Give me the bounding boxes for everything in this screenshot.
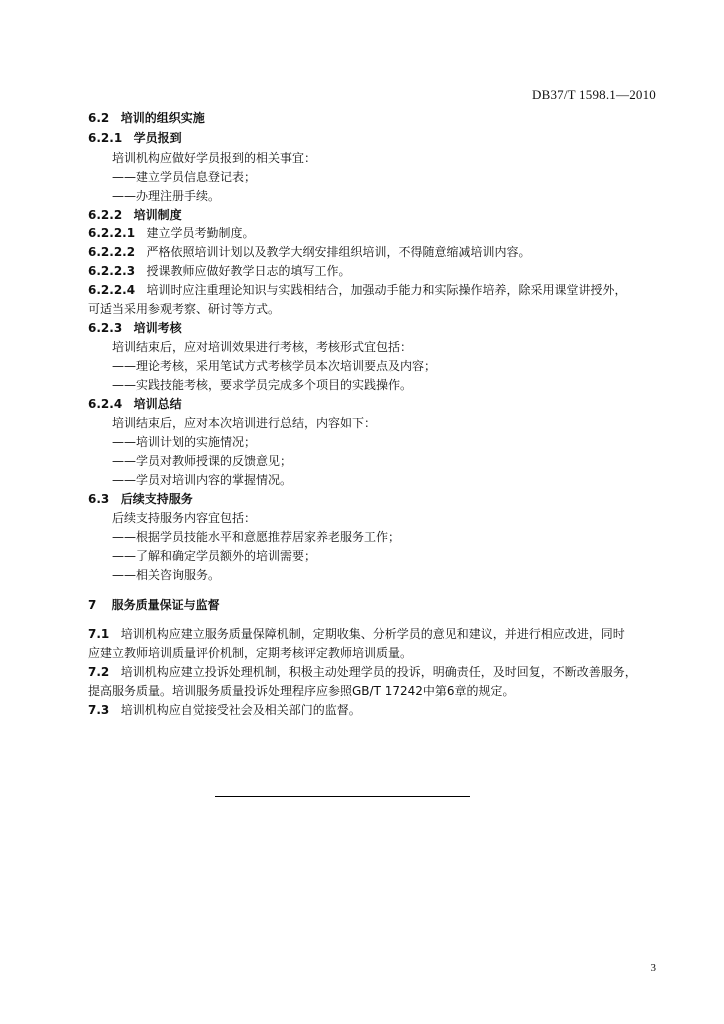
clause-7-1: [88, 627, 625, 641]
list-item: ——相关咨询服务。: [112, 568, 221, 582]
clause-title: 培训总结: [133, 397, 182, 411]
clause-6-2-2-3: [88, 264, 351, 278]
list-item: ——建立学员信息登记表；: [112, 170, 257, 184]
clause-title: 培训的组织实施: [120, 111, 205, 125]
clause-7-3: [88, 703, 361, 717]
clause-number: 6.2.3: [88, 321, 123, 335]
list-item: ——了解和确定学员额外的培训需要；: [112, 549, 317, 563]
list-item: ——理论考核，采用笔试方式考核学员本次培训要点及内容；: [112, 359, 437, 373]
clause-number: 7.3: [88, 703, 110, 717]
clause-number: 7.1: [88, 627, 110, 641]
end-of-document-rule: [215, 796, 470, 797]
clause-title: 培训考核: [133, 321, 182, 335]
clause-text: 授课教师应做好教学日志的填写工作。: [146, 264, 351, 278]
clause-title: 培训制度: [133, 208, 182, 222]
clause-number: 6.2: [88, 111, 110, 125]
list-item: ——根据学员技能水平和意愿推荐居家养老服务工作；: [112, 530, 401, 544]
clause-text: 培训时应注重理论知识与实践相结合，加强动手能力和实际操作培养，除采用课堂讲授外，: [146, 283, 627, 297]
list-item: ——学员对培训内容的掌握情况。: [112, 473, 293, 487]
paragraph: 培训机构应做好学员报到的相关事宜：: [112, 151, 317, 165]
clause-number: 6.2.1: [88, 131, 123, 145]
paragraph-continuation: 应建立教师培训质量评价机制，定期考核评定教师培训质量。: [88, 646, 413, 660]
paragraph-continuation: 提高服务质量。培训服务质量投诉处理程序应参照GB/T 17242中第6章的规定。: [88, 684, 515, 698]
heading-6-2: [88, 111, 205, 125]
page-number: 3: [650, 962, 656, 974]
clause-number: 6.2.2: [88, 208, 123, 222]
clause-number: 6.3: [88, 492, 110, 506]
heading-6-2-4: [88, 397, 182, 411]
list-item: ——实践技能考核，要求学员完成多个项目的实践操作。: [112, 378, 413, 392]
heading-6-2-2: [88, 208, 182, 222]
clause-title: 学员报到: [133, 131, 182, 145]
clause-number: 6.2.2.3: [88, 264, 136, 278]
clause-text: 培训机构应建立服务质量保障机制，定期收集、分析学员的意见和建议，并进行相应改进，同时: [120, 627, 625, 641]
clause-6-2-2-2: [88, 245, 531, 259]
list-item: ——学员对教师授课的反馈意见；: [112, 454, 293, 468]
clause-number: 6.2.4: [88, 397, 123, 411]
clause-text: 建立学员考勤制度。: [146, 226, 255, 240]
clause-number: 7: [88, 598, 97, 612]
clause-number: 6.2.2.1: [88, 226, 136, 240]
clause-title: 服务质量保证与监督: [111, 598, 220, 612]
clause-text: 培训机构应自觉接受社会及相关部门的监督。: [120, 703, 361, 717]
paragraph: 培训结束后，应对本次培训进行总结，内容如下：: [112, 416, 377, 430]
clause-text: 培训机构应建立投诉处理机制，积极主动处理学员的投诉，明确责任，及时回复，不断改善服务，: [120, 665, 637, 679]
clause-6-2-2-4: [88, 283, 627, 297]
clause-number: 7.2: [88, 665, 110, 679]
paragraph: 培训结束后，应对培训效果进行考核，考核形式宜包括：: [112, 340, 413, 354]
clause-text: 严格依照培训计划以及教学大纲安排组织培训，不得随意缩减培训内容。: [146, 245, 531, 259]
heading-7: [88, 598, 220, 612]
clause-number: 6.2.2.4: [88, 283, 136, 297]
clause-title: 后续支持服务: [120, 492, 193, 506]
paragraph: 后续支持服务内容宜包括：: [112, 511, 257, 525]
clause-7-2: [88, 665, 637, 679]
heading-6-3: [88, 492, 193, 506]
paragraph-continuation: 可适当采用参观考察、研讨等方式。: [88, 302, 281, 316]
heading-6-2-1: [88, 131, 182, 145]
document-code: DB37/T 1598.1—2010: [532, 87, 656, 102]
heading-6-2-3: [88, 321, 182, 335]
clause-number: 6.2.2.2: [88, 245, 136, 259]
list-item: ——培训计划的实施情况；: [112, 435, 257, 449]
list-item: ——办理注册手续。: [112, 189, 221, 203]
clause-6-2-2-1: [88, 226, 255, 240]
